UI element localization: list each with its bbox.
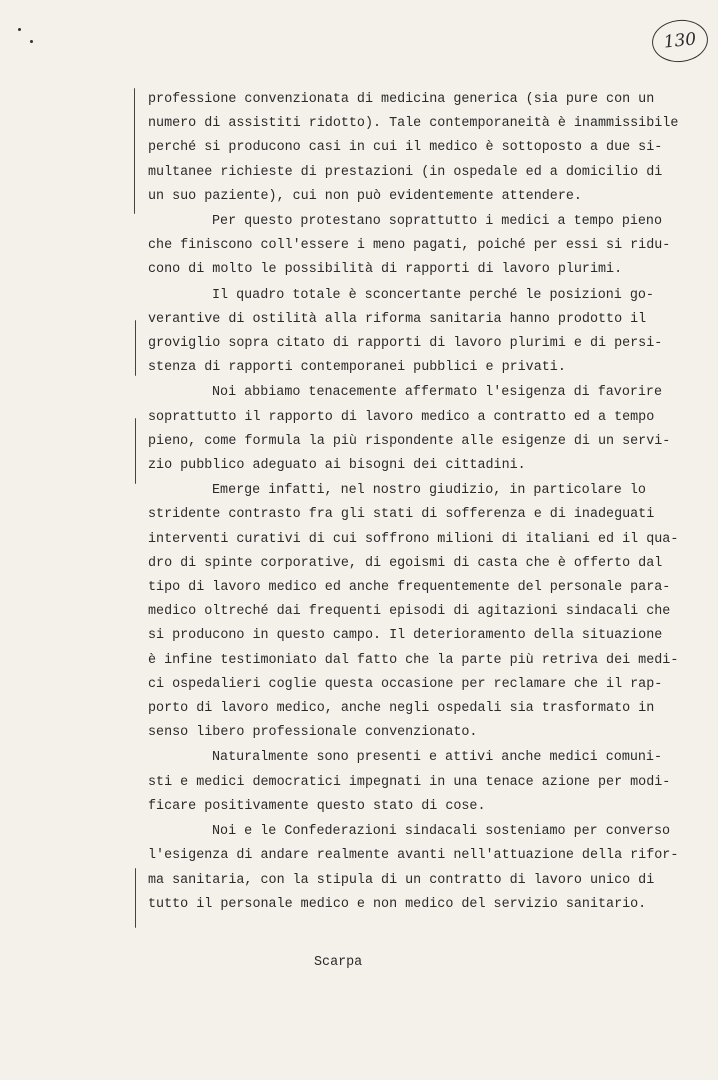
paragraph: [148, 210, 671, 283]
margin-bracket: [135, 868, 136, 928]
paragraph: [148, 746, 671, 819]
text-line: che finiscono coll'essere i meno pagati, poiché per essi si ridu-: [148, 238, 671, 254]
typewritten-body: [148, 88, 679, 918]
text-line: Noi abbiamo tenacemente affermato l'esigenza di favorire: [212, 385, 662, 401]
text-line: stenza di rapporti contemporanei pubblici e privati.: [148, 360, 566, 376]
text-line: dro di spinte corporative, di egoismi di casta che è offerto dal: [148, 555, 663, 571]
signature: Scarpa: [314, 955, 363, 970]
paragraph: [148, 381, 671, 478]
text-line: numero di assistiti ridotto). Tale contemporaneità è inammissibile: [148, 116, 679, 132]
text-line: ma sanitaria, con la stipula di un contratto di lavoro unico di: [148, 872, 655, 888]
page-number-circled: 130: [650, 17, 710, 65]
text-line: interventi curativi di cui soffrono milioni di italiani ed il qua-: [148, 531, 679, 547]
text-line: Noi e le Confederazioni sindacali sosteniamo per converso: [212, 824, 671, 840]
margin-bracket: [135, 320, 136, 376]
text-line: soprattutto il rapporto di lavoro medico a contratto ed a tempo: [148, 409, 655, 425]
text-line: Il quadro totale è sconcertante perché le posizioni go-: [212, 287, 654, 303]
text-line: pieno, come formula la più rispondente alle esigenze di un servi-: [148, 433, 671, 449]
paragraph: [148, 284, 663, 381]
text-line: Emerge infatti, nel nostro giudizio, in particolare lo: [212, 483, 646, 499]
text-line: groviglio sopra citato di rapporti di lavoro plurimi e di persi-: [148, 336, 663, 352]
text-line: multanee richieste di prestazioni (in ospedale ed a domicilio di: [148, 164, 663, 180]
text-line: si producono in questo campo. Il deterioramento della situazione: [148, 628, 663, 644]
text-line: ficare positivamente questo stato di cose.: [148, 798, 486, 814]
text-line: medico oltreché dai frequenti episodi di agitazioni sindacali che: [148, 604, 671, 620]
text-line: stridente contrasto fra gli stati di sofferenza e di inadeguati: [148, 507, 655, 523]
margin-bracket: [134, 88, 135, 214]
text-line: zio pubblico adeguato ai bisogni dei cittadini.: [148, 458, 526, 474]
text-line: ci ospedalieri coglie questa occasione per reclamare che il rap-: [148, 676, 663, 692]
text-line: tutto il personale medico e non medico del servizio sanitario.: [148, 896, 647, 912]
text-line: cono di molto le possibilità di rapporti di lavoro plurimi.: [148, 262, 623, 278]
paragraph: [148, 88, 679, 209]
text-line: l'esigenza di andare realmente avanti nell'attuazione della rifor-: [148, 848, 679, 864]
text-line: perché si producono casi in cui il medico è sottoposto a due si-: [148, 140, 663, 156]
margin-dots: [18, 26, 38, 46]
text-line: è infine testimoniato dal fatto che la parte più retriva dei medi-: [148, 652, 679, 668]
text-line: professione convenzionata di medicina generica (sia pure con un: [148, 92, 655, 107]
paragraph: [148, 820, 679, 917]
margin-bracket: [135, 418, 136, 484]
text-line: sti e medici democratici impegnati in una tenace azione per modi-: [148, 774, 671, 790]
text-line: Per questo protestano soprattutto i medici a tempo pieno: [212, 214, 662, 230]
paragraph: [148, 479, 679, 745]
text-line: porto di lavoro medico, anche negli ospedali sia trasformato in: [148, 701, 655, 717]
text-line: tipo di lavoro medico ed anche frequentemente del personale para-: [148, 580, 671, 596]
text-line: un suo paziente), cui non può evidentemente attendere.: [148, 188, 582, 204]
text-line: senso libero professionale convenzionato.: [148, 725, 478, 741]
text-line: Naturalmente sono presenti e attivi anche medici comuni-: [212, 750, 662, 766]
text-line: verantive di ostilità alla riforma sanitaria hanno prodotto il: [148, 311, 647, 327]
